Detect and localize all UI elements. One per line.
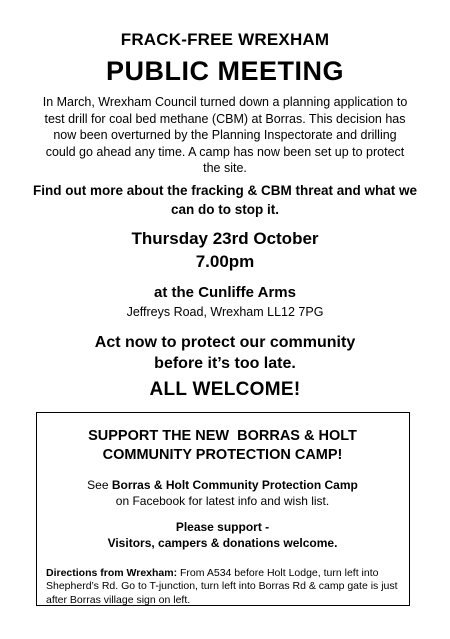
call-to-action-line-2: before it’s too late.: [154, 355, 296, 372]
camp-heading-line-1: SUPPORT THE NEW BORRAS & HOLT: [88, 428, 357, 444]
directions-label: Directions from Wrexham:: [46, 566, 178, 579]
camp-heading-line-2: COMMUNITY PROTECTION CAMP!: [102, 447, 343, 463]
please-support: [47, 519, 398, 551]
facebook-page-name: Borras & Holt Community Protection Camp: [111, 478, 358, 492]
find-out-more: Find out more about the fracking & CBM threat and what we can do to stop it.: [32, 183, 418, 217]
facebook-suffix: on Facebook for latest info and wish list.: [115, 494, 330, 508]
intro-paragraph: In March, Wrexham Council turned down a planning application to test drill for coal bed methane (CBM) at Borras. This decision has now been overturned by the Planning Inspectorate and drilling could go ahead any time. A camp has now been set up to protect the site.: [42, 95, 408, 175]
facebook-info: [47, 477, 398, 509]
event-date: Thursday 23rd October: [131, 229, 319, 248]
directions-text: From A534 before Holt Lodge, turn left into Shepherd’s Rd. Go to T-junction, turn left into Borras Rd & camp gate is just after Borras village sign on left.: [46, 566, 398, 606]
page-title: PUBLIC MEETING: [105, 56, 344, 86]
please-support-line-1: Please support -: [175, 520, 270, 534]
facebook-see-prefix: See: [87, 478, 112, 492]
camp-support-box: [36, 412, 410, 606]
please-support-line-2: Visitors, campers & donations welcome.: [107, 536, 338, 550]
event-venue: at the Cunliffe Arms: [154, 284, 296, 301]
call-to-action-line-1: Act now to protect our community: [94, 334, 356, 351]
directions: [46, 567, 402, 608]
camp-heading: [37, 427, 408, 465]
event-time: 7.00pm: [195, 252, 255, 271]
event-address: Jeffreys Road, Wrexham LL12 7PG: [126, 305, 324, 319]
all-welcome: ALL WELCOME!: [149, 379, 301, 400]
org-heading: FRACK-FREE WREXHAM: [120, 30, 330, 49]
call-to-action: [30, 332, 420, 374]
